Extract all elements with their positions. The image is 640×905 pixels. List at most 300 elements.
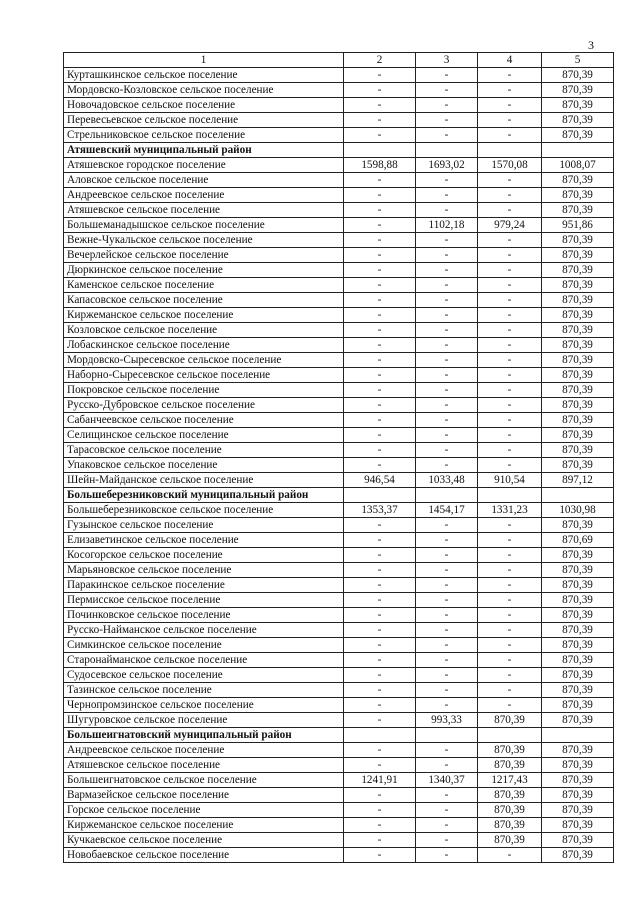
value-col-5: 870,39 (542, 98, 614, 113)
value-col-3: - (416, 803, 478, 818)
value-col-4: - (478, 293, 542, 308)
value-col-5: 870,39 (542, 413, 614, 428)
value-col-4: - (478, 323, 542, 338)
table-row (64, 353, 614, 368)
table-row (64, 428, 614, 443)
empty-cell (542, 488, 614, 503)
value-col-3: - (416, 458, 478, 473)
value-col-5: 870,39 (542, 128, 614, 143)
settlement-name: Андреевское сельское поселение (64, 743, 344, 758)
value-col-5: 870,39 (542, 263, 614, 278)
value-col-5: 870,39 (542, 623, 614, 638)
value-col-5: 870,39 (542, 353, 614, 368)
value-col-3: - (416, 278, 478, 293)
settlement-name: Починковское сельское поселение (64, 608, 344, 623)
value-col-4: 1217,43 (478, 773, 542, 788)
value-col-2: - (344, 848, 416, 863)
value-col-3: - (416, 233, 478, 248)
value-col-2: - (344, 338, 416, 353)
settlement-name: Новочадовское сельское поселение (64, 98, 344, 113)
table-row (64, 803, 614, 818)
value-col-3: - (416, 248, 478, 263)
table-row (64, 698, 614, 713)
value-col-3: - (416, 293, 478, 308)
table-row (64, 98, 614, 113)
settlement-name: Большеберезниковское сельское поселение (64, 503, 344, 518)
value-col-2: 1598,88 (344, 158, 416, 173)
table-row (64, 218, 614, 233)
value-col-2: - (344, 458, 416, 473)
value-col-2: - (344, 563, 416, 578)
table-row (64, 608, 614, 623)
value-col-4: - (478, 533, 542, 548)
value-col-3: - (416, 758, 478, 773)
value-col-4: - (478, 458, 542, 473)
value-col-4: - (478, 848, 542, 863)
table-row (64, 158, 614, 173)
settlement-name: Наборно-Сыресевское сельское поселение (64, 368, 344, 383)
value-col-2: - (344, 278, 416, 293)
value-col-4: - (478, 173, 542, 188)
value-col-3: - (416, 578, 478, 593)
settlement-name: Курташкинское сельское поселение (64, 68, 344, 83)
table-row (64, 383, 614, 398)
value-col-4: - (478, 548, 542, 563)
value-col-4: - (478, 68, 542, 83)
value-col-2: - (344, 383, 416, 398)
value-col-2: - (344, 368, 416, 383)
value-col-4: - (478, 428, 542, 443)
value-col-2: - (344, 233, 416, 248)
value-col-2: - (344, 173, 416, 188)
empty-cell (416, 728, 478, 743)
value-col-5: 870,39 (542, 773, 614, 788)
empty-cell (542, 143, 614, 158)
value-col-3: - (416, 548, 478, 563)
value-col-5: 870,39 (542, 233, 614, 248)
value-col-3: - (416, 368, 478, 383)
value-col-5: 870,39 (542, 113, 614, 128)
value-col-4: - (478, 578, 542, 593)
table-row (64, 548, 614, 563)
value-col-2: 1241,91 (344, 773, 416, 788)
value-col-3: - (416, 683, 478, 698)
value-col-5: 1008,07 (542, 158, 614, 173)
value-col-5: 951,86 (542, 218, 614, 233)
table-row (64, 323, 614, 338)
value-col-3: - (416, 113, 478, 128)
value-col-2: - (344, 293, 416, 308)
value-col-4: - (478, 683, 542, 698)
value-col-4: - (478, 263, 542, 278)
value-col-4: - (478, 248, 542, 263)
value-col-2: - (344, 653, 416, 668)
value-col-2: - (344, 188, 416, 203)
value-col-3: - (416, 428, 478, 443)
settlement-name: Горское сельское поселение (64, 803, 344, 818)
settlement-name: Кучкаевское сельское поселение (64, 833, 344, 848)
table-row (64, 293, 614, 308)
settlement-name: Атяшевское сельское поселение (64, 203, 344, 218)
table-row (64, 113, 614, 128)
settlement-name: Покровское сельское поселение (64, 383, 344, 398)
table-row (64, 233, 614, 248)
value-col-4: - (478, 398, 542, 413)
empty-cell (344, 143, 416, 158)
value-col-4: - (478, 203, 542, 218)
empty-cell (478, 728, 542, 743)
value-col-5: 870,39 (542, 278, 614, 293)
value-col-3: - (416, 518, 478, 533)
value-col-2: - (344, 638, 416, 653)
value-col-2: 946,54 (344, 473, 416, 488)
district-name: Атяшевский муниципальный район (64, 143, 344, 158)
empty-cell (542, 728, 614, 743)
value-col-5: 870,39 (542, 338, 614, 353)
value-col-3: - (416, 623, 478, 638)
table-row (64, 503, 614, 518)
value-col-3: - (416, 593, 478, 608)
value-col-5: 870,39 (542, 653, 614, 668)
value-col-5: 870,39 (542, 713, 614, 728)
settlement-name: Марьяновское сельское поселение (64, 563, 344, 578)
value-col-3: - (416, 308, 478, 323)
value-col-4: - (478, 128, 542, 143)
value-col-2: - (344, 788, 416, 803)
value-col-5: 870,39 (542, 758, 614, 773)
settlement-name: Аловское сельское поселение (64, 173, 344, 188)
table-row (64, 623, 614, 638)
value-col-3: - (416, 743, 478, 758)
value-col-4: - (478, 233, 542, 248)
settlement-name: Вармазейское сельское поселение (64, 788, 344, 803)
value-col-3: - (416, 203, 478, 218)
value-col-3: 1102,18 (416, 218, 478, 233)
value-col-4: - (478, 338, 542, 353)
value-col-2: - (344, 248, 416, 263)
table-row (64, 818, 614, 833)
value-col-2: - (344, 818, 416, 833)
table-row (64, 443, 614, 458)
table-row (64, 338, 614, 353)
table-row (64, 758, 614, 773)
value-col-5: 870,39 (542, 668, 614, 683)
value-col-4: - (478, 308, 542, 323)
table-row (64, 128, 614, 143)
value-col-4: - (478, 188, 542, 203)
value-col-2: - (344, 398, 416, 413)
value-col-3: - (416, 188, 478, 203)
value-col-5: 870,39 (542, 383, 614, 398)
value-col-4: 870,39 (478, 803, 542, 818)
settlement-name: Елизаветинское сельское поселение (64, 533, 344, 548)
value-col-3: 1454,17 (416, 503, 478, 518)
settlement-name: Андреевское сельское поселение (64, 188, 344, 203)
value-col-3: - (416, 413, 478, 428)
value-col-3: - (416, 173, 478, 188)
table-row (64, 188, 614, 203)
value-col-5: 870,39 (542, 698, 614, 713)
value-col-4: - (478, 638, 542, 653)
settlement-name: Капасовское сельское поселение (64, 293, 344, 308)
value-col-5: 870,39 (542, 638, 614, 653)
value-col-4: - (478, 383, 542, 398)
value-col-2: - (344, 758, 416, 773)
table-row (64, 278, 614, 293)
value-col-3: - (416, 383, 478, 398)
value-col-5: 870,39 (542, 833, 614, 848)
value-col-5: 870,39 (542, 563, 614, 578)
value-col-3: - (416, 98, 478, 113)
value-col-3: 993,33 (416, 713, 478, 728)
table-row (64, 578, 614, 593)
table-row (64, 308, 614, 323)
value-col-2: 1353,37 (344, 503, 416, 518)
settlement-name: Вежне-Чукальское сельское поселение (64, 233, 344, 248)
value-col-2: - (344, 323, 416, 338)
value-col-4: - (478, 98, 542, 113)
table-row (64, 788, 614, 803)
value-col-5: 870,39 (542, 203, 614, 218)
value-col-3: - (416, 338, 478, 353)
value-col-4: - (478, 608, 542, 623)
value-col-2: - (344, 98, 416, 113)
value-col-5: 870,39 (542, 83, 614, 98)
settlement-name: Судосевское сельское поселение (64, 668, 344, 683)
value-col-2: - (344, 578, 416, 593)
settlement-name: Мордовско-Козловское сельское поселение (64, 83, 344, 98)
value-col-5: 870,39 (542, 68, 614, 83)
value-col-4: - (478, 668, 542, 683)
settlement-name: Вечерлейское сельское поселение (64, 248, 344, 263)
value-col-2: - (344, 698, 416, 713)
value-col-5: 870,39 (542, 608, 614, 623)
value-col-5: 870,39 (542, 803, 614, 818)
district-name: Большеигнатовский муниципальный район (64, 728, 344, 743)
settlement-name: Косогорское сельское поселение (64, 548, 344, 563)
value-col-2: - (344, 413, 416, 428)
value-col-2: - (344, 308, 416, 323)
table-row (64, 683, 614, 698)
value-col-5: 897,12 (542, 473, 614, 488)
table-row (64, 263, 614, 278)
page-number: 3 (588, 38, 594, 52)
value-col-5: 870,39 (542, 788, 614, 803)
value-col-2: - (344, 833, 416, 848)
empty-cell (478, 488, 542, 503)
empty-cell (416, 488, 478, 503)
settlement-name: Дюркинское сельское поселение (64, 263, 344, 278)
value-col-3: - (416, 353, 478, 368)
value-col-4: 979,24 (478, 218, 542, 233)
value-col-2: - (344, 743, 416, 758)
value-col-3: - (416, 563, 478, 578)
value-col-4: 870,39 (478, 788, 542, 803)
header-cell-1: 1 (64, 53, 344, 68)
table-row (64, 203, 614, 218)
value-col-5: 870,39 (542, 818, 614, 833)
value-col-2: - (344, 353, 416, 368)
settlement-name: Старонайманское сельское поселение (64, 653, 344, 668)
value-col-5: 870,39 (542, 323, 614, 338)
value-col-4: 870,39 (478, 758, 542, 773)
value-col-4: - (478, 368, 542, 383)
settlement-name: Русско-Найманское сельское поселение (64, 623, 344, 638)
district-header-row (64, 488, 614, 503)
settlement-name: Киржеманское сельское поселение (64, 818, 344, 833)
value-col-2: - (344, 203, 416, 218)
table-row (64, 593, 614, 608)
value-col-2: - (344, 668, 416, 683)
settlement-name: Селищинское сельское поселение (64, 428, 344, 443)
empty-cell (344, 488, 416, 503)
settlement-name: Киржеманское сельское поселение (64, 308, 344, 323)
settlement-name: Тазинское сельское поселение (64, 683, 344, 698)
value-col-5: 1030,98 (542, 503, 614, 518)
settlement-name: Каменское сельское поселение (64, 278, 344, 293)
value-col-2: - (344, 263, 416, 278)
value-col-4: - (478, 113, 542, 128)
value-col-5: 870,39 (542, 518, 614, 533)
value-col-3: - (416, 263, 478, 278)
table-body (64, 53, 614, 863)
settlement-name: Перевесьевское сельское поселение (64, 113, 344, 128)
value-col-2: - (344, 68, 416, 83)
value-col-3: - (416, 698, 478, 713)
value-col-3: - (416, 818, 478, 833)
table-row (64, 518, 614, 533)
value-col-5: 870,39 (542, 683, 614, 698)
empty-cell (344, 728, 416, 743)
value-col-4: 870,39 (478, 833, 542, 848)
table-row (64, 563, 614, 578)
value-col-3: 1693,02 (416, 158, 478, 173)
value-col-4: - (478, 698, 542, 713)
value-col-4: - (478, 278, 542, 293)
value-col-2: - (344, 113, 416, 128)
value-col-2: - (344, 683, 416, 698)
header-cell-5: 5 (542, 53, 614, 68)
value-col-5: 870,39 (542, 848, 614, 863)
settlement-name: Лобаскинское сельское поселение (64, 338, 344, 353)
value-col-4: - (478, 413, 542, 428)
value-col-3: - (416, 323, 478, 338)
value-col-4: - (478, 563, 542, 578)
value-col-3: - (416, 668, 478, 683)
settlement-name: Большеигнатовское сельское поселение (64, 773, 344, 788)
value-col-3: - (416, 533, 478, 548)
value-col-3: - (416, 833, 478, 848)
value-col-5: 870,39 (542, 578, 614, 593)
value-col-2: - (344, 128, 416, 143)
table-row (64, 173, 614, 188)
settlement-name: Шугуровское сельское поселение (64, 713, 344, 728)
value-col-3: - (416, 398, 478, 413)
district-name: Большеберезниковский муниципальный район (64, 488, 344, 503)
value-col-3: 1033,48 (416, 473, 478, 488)
table-row (64, 533, 614, 548)
value-col-4: 1331,23 (478, 503, 542, 518)
value-col-2: - (344, 608, 416, 623)
settlement-name: Атяшевское городское поселение (64, 158, 344, 173)
value-col-5: 870,39 (542, 548, 614, 563)
settlement-name: Сабанчеевское сельское поселение (64, 413, 344, 428)
empty-cell (478, 143, 542, 158)
settlement-name: Тарасовское сельское поселение (64, 443, 344, 458)
settlement-name: Атяшевское сельское поселение (64, 758, 344, 773)
value-col-2: - (344, 623, 416, 638)
table-row (64, 368, 614, 383)
value-col-3: - (416, 788, 478, 803)
value-col-2: - (344, 803, 416, 818)
settlement-name: Козловское сельское поселение (64, 323, 344, 338)
value-col-3: - (416, 653, 478, 668)
value-col-5: 870,39 (542, 428, 614, 443)
value-col-2: - (344, 428, 416, 443)
value-col-5: 870,69 (542, 533, 614, 548)
value-col-4: - (478, 518, 542, 533)
value-col-5: 870,39 (542, 293, 614, 308)
table-row (64, 743, 614, 758)
district-header-row (64, 143, 614, 158)
value-col-5: 870,39 (542, 368, 614, 383)
value-col-5: 870,39 (542, 308, 614, 323)
value-col-5: 870,39 (542, 458, 614, 473)
value-col-5: 870,39 (542, 173, 614, 188)
table-row (64, 713, 614, 728)
settlement-name: Пермисское сельское поселение (64, 593, 344, 608)
settlement-name: Стрельниковское сельское поселение (64, 128, 344, 143)
settlement-name: Паракинское сельское поселение (64, 578, 344, 593)
district-header-row (64, 728, 614, 743)
table-row (64, 413, 614, 428)
table-row (64, 773, 614, 788)
empty-cell (416, 143, 478, 158)
table-row (64, 668, 614, 683)
table-row (64, 68, 614, 83)
value-col-3: 1340,37 (416, 773, 478, 788)
header-cell-2: 2 (344, 53, 416, 68)
settlement-name: Упаковское сельское поселение (64, 458, 344, 473)
settlement-name: Большеманадышское сельское поселение (64, 218, 344, 233)
table-header-row (64, 53, 614, 68)
value-col-5: 870,39 (542, 593, 614, 608)
table-row (64, 248, 614, 263)
value-col-4: - (478, 353, 542, 368)
value-col-3: - (416, 608, 478, 623)
value-col-4: 870,39 (478, 713, 542, 728)
header-cell-3: 3 (416, 53, 478, 68)
settlement-name: Гузынское сельское поселение (64, 518, 344, 533)
value-col-3: - (416, 443, 478, 458)
value-col-5: 870,39 (542, 188, 614, 203)
value-col-5: 870,39 (542, 398, 614, 413)
value-col-2: - (344, 713, 416, 728)
value-col-4: 1570,08 (478, 158, 542, 173)
value-col-3: - (416, 128, 478, 143)
value-col-3: - (416, 68, 478, 83)
value-col-5: 870,39 (542, 743, 614, 758)
value-col-3: - (416, 638, 478, 653)
value-col-4: - (478, 443, 542, 458)
value-col-5: 870,39 (542, 248, 614, 263)
table-row (64, 833, 614, 848)
header-cell-4: 4 (478, 53, 542, 68)
value-col-2: - (344, 83, 416, 98)
value-col-2: - (344, 218, 416, 233)
value-col-4: - (478, 593, 542, 608)
table-row (64, 638, 614, 653)
